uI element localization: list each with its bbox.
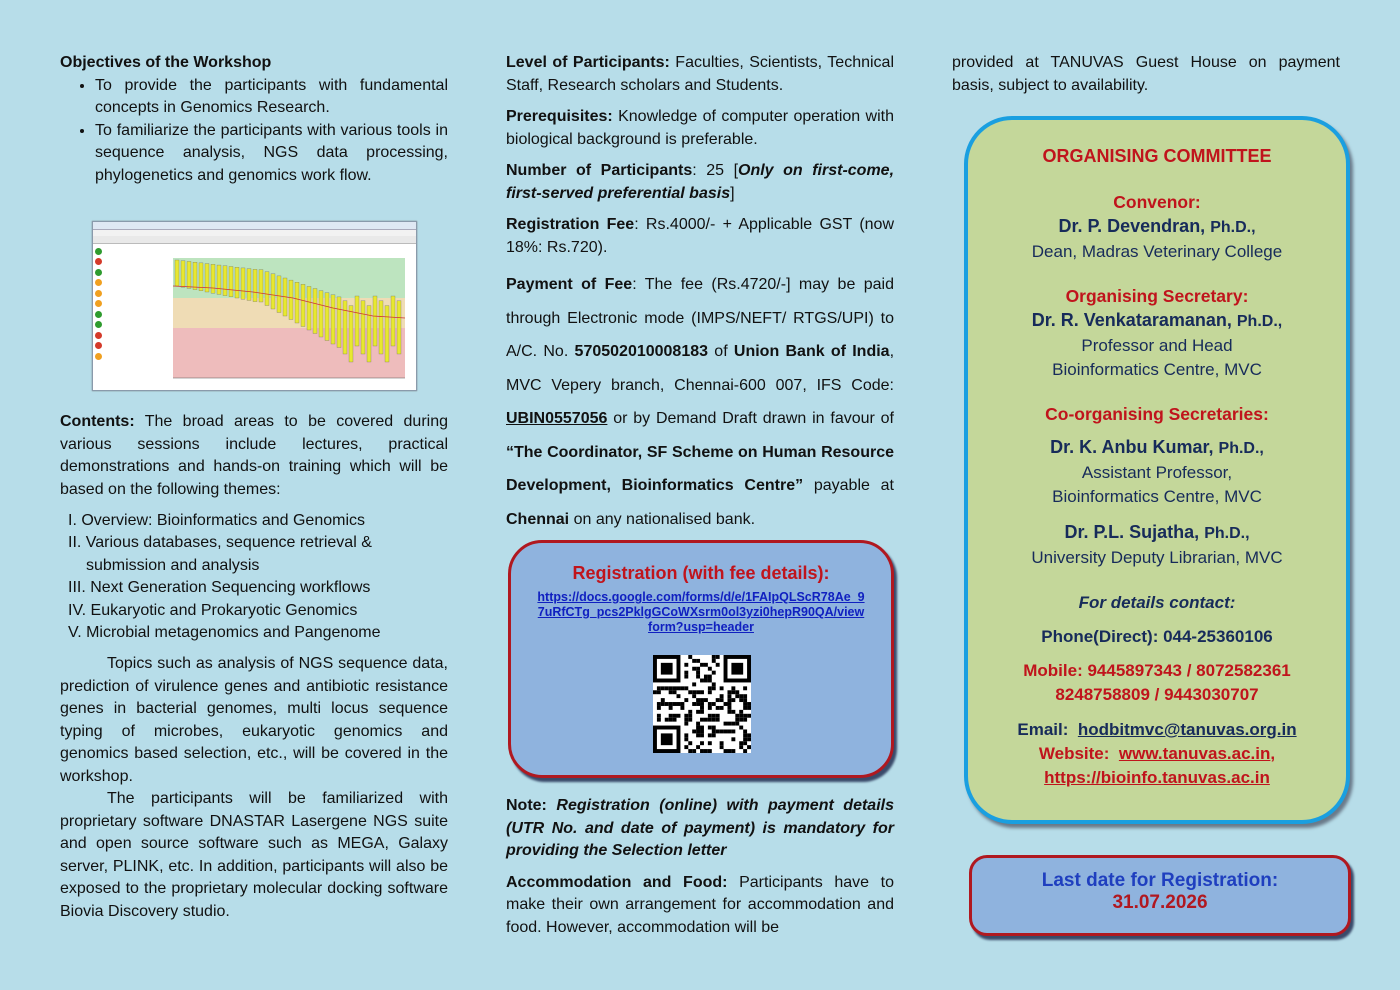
- cosec1-role: Bioinformatics Centre, MVC: [1052, 487, 1262, 506]
- prereq-paragraph: [506, 106, 894, 151]
- bank-name: Union Bank of India: [733, 343, 890, 360]
- objectives-list: [60, 75, 448, 188]
- secretary-role: Bioinformatics Centre, MVC: [1052, 360, 1262, 379]
- payable-city: Chennai: [506, 510, 570, 528]
- payment-label: Payment of Fee: [506, 276, 633, 293]
- objectives-heading: Objectives of the Workshop: [60, 54, 272, 71]
- right-column: [952, 52, 1340, 97]
- fastqc-tabs: [93, 236, 416, 244]
- list-item: • To familiarize the participants with various tools in sequence analysis, NGS data processing, phylogenetics and genomics work flow.: [95, 120, 448, 188]
- email-line: [968, 718, 1346, 742]
- website-label: Website:: [1038, 744, 1110, 763]
- website-line: [968, 766, 1346, 790]
- number-note: Only on first-come, first-served preferential basis: [506, 162, 895, 202]
- name-text: Dr. P. Devendran,: [1058, 216, 1206, 236]
- pass-icon: [95, 311, 102, 318]
- website-link[interactable]: www.tanuvas.ac.in: [1118, 744, 1271, 763]
- accommodation-label: Accommodation and Food:: [506, 873, 728, 891]
- committee-heading: ORGANISING COMMITTEE: [1042, 146, 1272, 166]
- number-paragraph: [506, 160, 894, 205]
- number-label: Number of Participants: [506, 162, 693, 179]
- convenor-role: Dean, Madras Veterinary College: [1031, 242, 1283, 261]
- fail-icon: [95, 258, 102, 265]
- qr-code-icon[interactable]: [653, 655, 751, 753]
- level-value: Faculties, Scientists, Technical Staff, Research scholars and Students.: [506, 54, 894, 94]
- prereq-label: Prerequisites:: [506, 108, 613, 125]
- registration-title: Registration (with fee details):: [572, 563, 830, 583]
- fee-label: Registration Fee: [506, 216, 635, 233]
- pass-icon: [95, 248, 102, 255]
- fastqc-module-list: [95, 246, 171, 362]
- convenor-name: [968, 214, 1346, 240]
- note-section: [506, 795, 894, 939]
- website-line: Website: www.tanuvas.ac.in,: [1038, 744, 1276, 763]
- convenor-label: Convenor:: [1113, 192, 1201, 212]
- note-text: Registration (online) with payment details (UTR No. and date of payment) is mandatory for providing the Selection letter: [506, 797, 894, 859]
- payment-text: or by Demand Draft drawn in favour of: [607, 410, 894, 427]
- last-date-box: [969, 855, 1351, 936]
- contact-label: For details contact:: [1078, 593, 1236, 612]
- contents-intro: The broad areas to be covered during various sessions include lectures, practical demonstrations and hands-on training which will be based on the following themes:: [60, 413, 448, 498]
- last-date-label: Last date for Registration:: [1041, 870, 1279, 891]
- software-paragraph: The participants will be familiarized with proprietary software DNASTAR Lasergene NGS suite and open source software such as MEGA, Galaxy server, PLINK, etc. In addition, participants will also be exposed to the proprietary molecular docking software Biovia Discovery studio.: [60, 790, 448, 920]
- note-paragraph: [506, 795, 894, 863]
- accommodation-continued: provided at TANUVAS Guest House on payment basis, subject to availability.: [952, 54, 1340, 94]
- quality-plot: [173, 246, 413, 388]
- payment-text: : The fee (Rs.4720/-] may be paid through Electronic mode (IMPS/NEFT/ RTGS/UPI) to A/C. No.: [506, 276, 894, 360]
- ifsc-code: UBIN0557056: [506, 410, 608, 427]
- warn-icon: [95, 290, 102, 297]
- email-label: Email:: [1017, 720, 1069, 739]
- registration-box: [508, 540, 894, 778]
- topics-paragraph: Topics such as analysis of NGS sequence data, prediction of virulence genes and antibiotic resistance genes in bacterial genomes, multi locus sequence typing of microbes, eukaryotic genomics and genomics based selection, etc., will be covered in the workshop.: [60, 655, 448, 785]
- name-text: Dr. R. Venkataramanan,: [1031, 310, 1232, 330]
- prereq-value: Knowledge of computer operation with biological background is preferable.: [506, 108, 894, 148]
- pass-icon: [95, 321, 102, 328]
- fee-paragraph: [506, 214, 894, 259]
- payment-text: , MVC Vepery branch, Chennai-600 007, IFS Code:: [506, 343, 895, 394]
- list-item: submission and analysis: [86, 556, 260, 574]
- themes-list: [60, 510, 448, 644]
- cosec1-role: Assistant Professor,: [1081, 463, 1233, 482]
- degree-text: Ph.D.,: [1218, 440, 1264, 457]
- payment-text: of: [708, 343, 734, 360]
- name-text: Dr. K. Anbu Kumar,: [1050, 437, 1214, 457]
- level-label: Level of Participants:: [506, 54, 670, 71]
- payment-paragraph: [506, 268, 894, 536]
- list-item: III. Next Generation Sequencing workflows: [68, 579, 371, 597]
- cosec2-role: University Deputy Librarian, MVC: [1031, 548, 1283, 567]
- list-item: I. Overview: Bioinformatics and Genomics: [68, 512, 365, 529]
- fastqc-screenshot: [92, 221, 417, 391]
- warn-icon: [95, 279, 102, 286]
- fail-icon: [95, 342, 102, 349]
- organising-committee-box: [964, 116, 1350, 824]
- cosec2-name: [968, 520, 1346, 546]
- email-link[interactable]: hodbitmvc@tanuvas.org.in: [1077, 720, 1297, 739]
- level-paragraph: [506, 52, 894, 97]
- number-end: ]: [730, 184, 735, 202]
- degree-text: Ph.D.,: [1210, 219, 1256, 236]
- fail-icon: [95, 332, 102, 339]
- name-text: Dr. P.L. Sujatha,: [1064, 522, 1200, 542]
- secretary-label: Organising Secretary:: [1065, 286, 1249, 306]
- cosec-label: Co-organising Secretaries:: [1045, 404, 1269, 424]
- mobile-numbers: Mobile: 9445897343 / 8072582361: [1023, 661, 1291, 680]
- secretary-role: Professor and Head: [1081, 336, 1233, 355]
- degree-text: Ph.D.,: [1204, 525, 1250, 542]
- middle-column: [506, 52, 894, 536]
- list-item: V. Microbial metagenomics and Pangenome: [68, 624, 381, 642]
- degree-text: Ph.D.,: [1236, 313, 1283, 330]
- accommodation-paragraph: [506, 872, 894, 940]
- cosec1-name: [968, 435, 1346, 461]
- bioinfo-website-link[interactable]: https://bioinfo.tanuvas.ac.in: [1044, 768, 1270, 787]
- warn-icon: [95, 300, 102, 307]
- payee-name: “The Coordinator, SF Scheme on Human Resource Development, Bioinformatics Centre”: [506, 443, 894, 494]
- fastqc-titlebar: [93, 222, 416, 230]
- phone-number: Phone(Direct): 044-25360106: [1041, 627, 1273, 646]
- list-item: II. Various databases, sequence retrieval &: [68, 534, 372, 552]
- left-column: [60, 52, 448, 187]
- list-item: • To provide the participants with fundamental concepts in Genomics Research.: [95, 75, 448, 120]
- accommodation-text: Participants have to make their own arrangement for accommodation and food. However, accommodation will be: [506, 873, 894, 936]
- last-date-value: 31.07.2026: [1112, 892, 1208, 913]
- payment-text: payable at: [803, 477, 894, 494]
- registration-link[interactable]: https://docs.google.com/forms/d/e/1FAIpQLScR78Ae_97uRfCTg_pcs2PklgGCoWXsrm0ol3yzi0hepR90QA/viewform?usp=header: [537, 590, 865, 634]
- secretary-name: [968, 308, 1346, 334]
- payment-text: on any nationalised bank.: [569, 510, 756, 528]
- note-label: Note:: [506, 797, 547, 814]
- warn-icon: [95, 353, 102, 360]
- number-value: : 25 [: [692, 162, 739, 179]
- list-item: IV. Eukaryotic and Prokaryotic Genomics: [68, 601, 358, 619]
- mobile-numbers: 8248758809 / 9443030707: [1055, 685, 1259, 704]
- account-number: 570502010008183: [574, 343, 709, 360]
- pass-icon: [95, 269, 102, 276]
- contents-section: [60, 411, 448, 923]
- contents-label: Contents:: [60, 413, 135, 430]
- fee-value: : Rs.4000/- + Applicable GST (now 18%: Rs.720).: [506, 216, 895, 256]
